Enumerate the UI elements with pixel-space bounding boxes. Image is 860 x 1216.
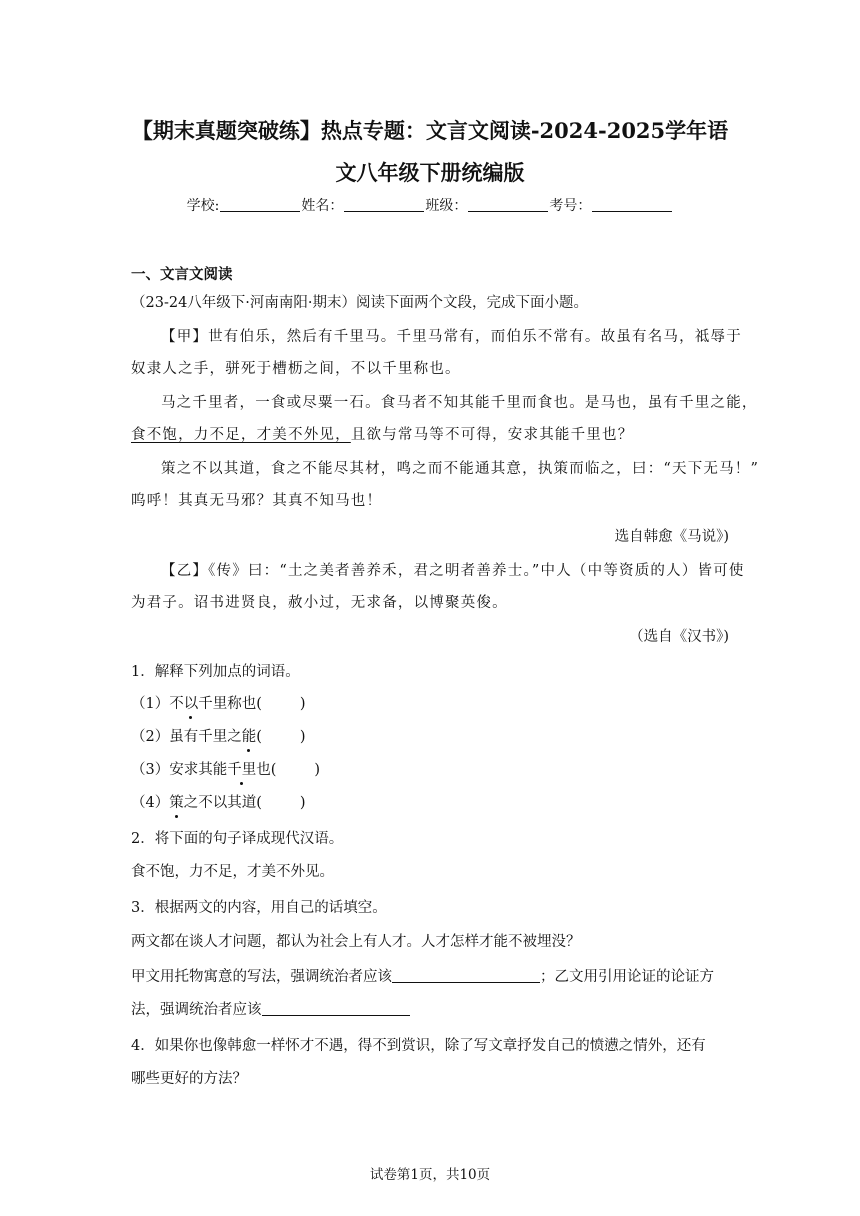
name-blank[interactable] [344,197,424,212]
page-title-line2: 文八年级下册统编版 [335,160,525,185]
student-info-row [0,196,860,216]
passage-b-line2: 为君子。诏书进贤良，赦小过，无求备，以博聚英俊。 [131,595,508,611]
class-label: 班级： [425,198,468,214]
close-paren: ) [314,762,321,778]
underlined-sentence: 食不饱，力不足，才美不外见， [131,427,351,443]
passage-a-source: 选自韩愈《马说》) [614,529,729,545]
item-prefix: （2）虽有千里之 [131,729,242,745]
item-suffix: 千里称也( [198,696,262,712]
question-3: 3．根据两文的内容，用自己的话填空。 [131,900,387,916]
exam-number-blank[interactable] [592,197,672,212]
item-prefix: （3）安求其能 [131,762,228,778]
question-3-line1 [131,966,714,988]
passage-a-p2-line2 [131,424,633,446]
question-1-item-1 [131,693,306,715]
item-suffix: 也( [256,762,277,778]
question-2: 2．将下面的句子译成现代汉语。 [131,831,344,847]
question-1: 1．解释下列加点的词语。 [131,664,300,680]
dotted-word: 千里 [227,759,256,781]
q3-answer-blank-2[interactable] [262,1000,410,1016]
passage-a-p1-line1: 【甲】世有伯乐，然后有千里马。千里马常有，而伯乐不常有。故虽有名马，祗辱于 [161,329,742,345]
question-1-item-3 [131,759,320,781]
passage-a-p1-line2: 奴隶人之手，骈死于槽枥之间，不以千里称也。 [131,361,461,377]
passage-b-source: （选自《汉书》) [629,629,729,645]
name-label: 姓名： [301,198,344,214]
passage-a-p2-rest: 且欲与常马等不可得，安求其能千里也？ [350,427,634,443]
dotted-word: 能 [242,726,257,748]
item-prefix: （1）不 [131,696,184,712]
section-heading: 一、文言文阅读 [131,266,233,283]
close-paren: ) [299,696,306,712]
question-4-line2: 哪些更好的方法？ [131,1071,247,1087]
school-blank[interactable] [220,197,300,212]
q3-text-b: ；乙文用引用论证的论证方 [540,969,714,985]
dotted-word: 以 [184,693,199,715]
dotted-word: 策 [169,792,184,814]
passage-a-p3-line1: 策之不以其道，食之不能尽其材，鸣之而不能通其意，执策而临之，曰：“天下无马！” [161,461,760,477]
item-suffix: 之不以其道( [183,795,262,811]
question-1-item-2 [131,726,306,748]
source-note: （23-24八年级下·河南南阳·期末）阅读下面两个文段，完成下面小题。 [131,295,589,311]
exam-number-label: 考号： [549,198,592,214]
q3-text-c: 法，强调统治者应该 [131,1002,262,1018]
question-3-intro: 两文都在谈人才问题，都认为社会上有人才。人才怎样才能不被埋没？ [131,934,581,950]
question-2-sentence: 食不饱，力不足，才美不外见。 [131,864,334,880]
page-footer: 试卷第1页，共10页 [369,1167,491,1183]
passage-a-p2-line1: 马之千里者，一食或尽粟一石。食马者不知其能千里而食也。是马也，虽有千里之能， [161,395,758,411]
q3-text-a: 甲文用托物寓意的写法，强调统治者应该 [131,969,392,985]
question-4-line1: 4．如果你也像韩愈一样怀才不遇，得不到赏识，除了写文章抒发自己的愤懑之情外，还有 [131,1038,706,1054]
school-label: 学校: [186,198,220,214]
item-prefix: （4） [131,795,170,811]
item-suffix: ( [256,729,262,745]
page-title-line1: 【期末真题突破练】热点专题：文言文阅读-2024-2025学年语 [131,118,729,143]
close-paren: ) [299,729,306,745]
class-blank[interactable] [468,197,548,212]
q3-answer-blank-1[interactable] [392,967,540,983]
passage-b-line1: 【乙】《传》曰：“土之美者善养禾，君之明者善养士。”中人（中等资质的人）皆可使 [161,563,745,579]
question-1-item-4 [131,792,306,814]
passage-a-p3-line2: 呜呼！其真无马邪？其真不知马也！ [131,493,383,509]
question-3-line2 [131,999,410,1021]
close-paren: ) [299,795,306,811]
